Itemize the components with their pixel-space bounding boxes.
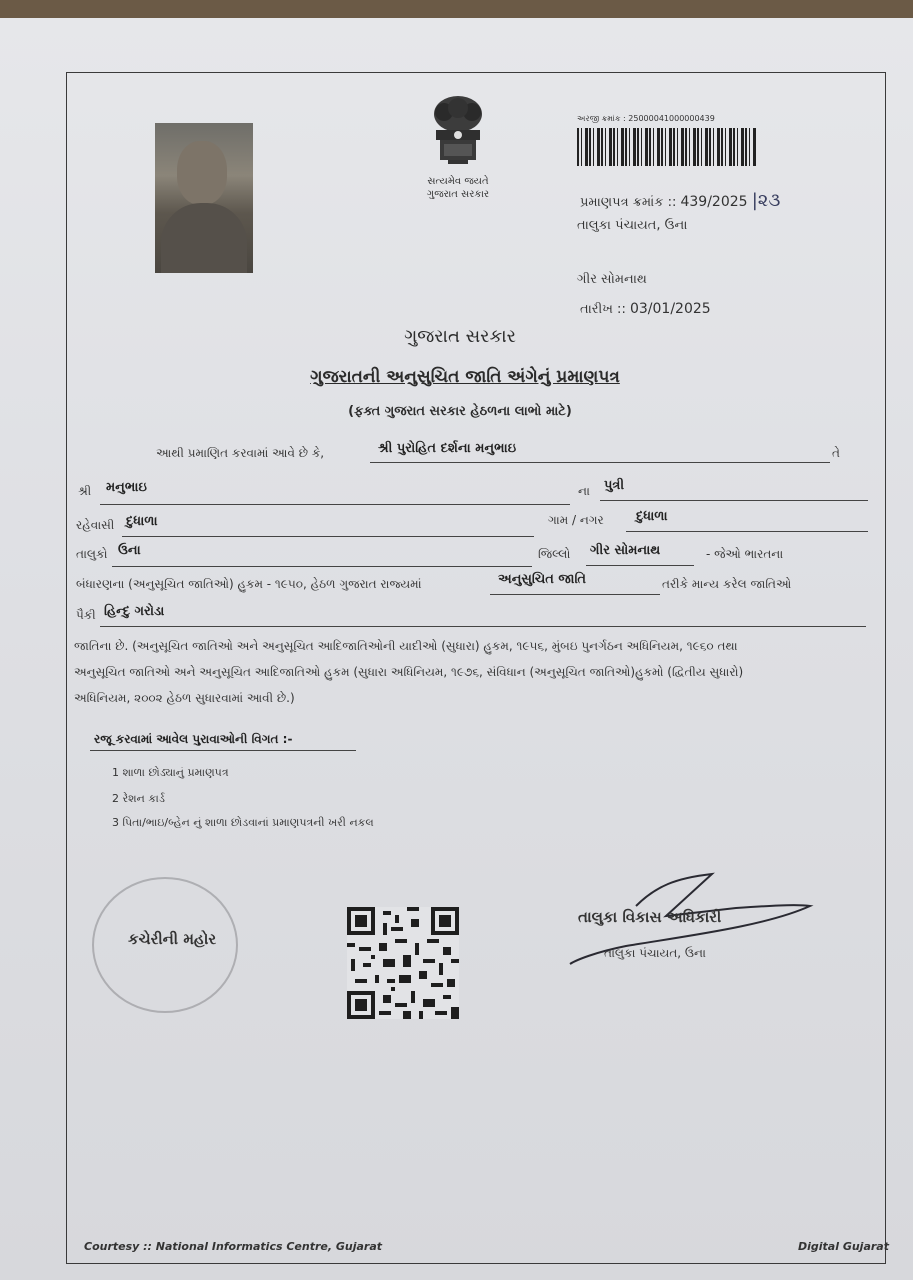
district-label: જિલ્લો	[538, 547, 571, 561]
certificate-title: ગુજરાતની અનુસુચિત જાતિ અંગેનું પ્રમાણપત્ર	[310, 367, 620, 387]
certificate-number-label: પ્રમાણપત્ર ક્રમાંક	[580, 195, 664, 210]
footer-courtesy: Courtesy :: National Informatics Centre, Gujarat	[84, 1240, 383, 1253]
paragraph-line-3: અધિનિયમ, ૨૦૦૨ હેઠળ સુધારવામાં આવી છે.)	[74, 691, 295, 705]
applicant-photo	[155, 123, 253, 273]
resident-village: દુધાળા	[126, 514, 158, 529]
paragraph-line-1: જાતિના છે. (અનુસૂચિત જાતિઓ અને અનુસૂચિત આદિજાતિઓની યાદીઓ (સુધારા) હુકમ, ૧૯૫૬, મુંબઇ પુનર્ગઠન અધિનિયમ, ૧૯૬૦ તથા	[74, 639, 738, 653]
date-line	[580, 301, 711, 317]
paragraph-line-2: અનુસૂચિત જાતિઓ અને અનુસૂચિત આદિજાતિઓ હુકમ (સુધારા અધિનિયમ, ૧૯૭૬, સંવિધાન (અનુસૂચિત જાતિઓ)હુકમો (દ્વિતીય સુધારો)	[74, 665, 744, 679]
evidence-item-3: 3 પિતા/ભાઇ/બ્હેન નું શાળા છોડવાનાં પ્રમાણપત્રની ખરી નકલ	[112, 816, 374, 829]
issuing-district: ગીર સોમનાથ	[577, 272, 647, 287]
barcode	[577, 128, 757, 166]
after-district-text: - જેઓ ભારતના	[706, 547, 784, 561]
application-number: અરજી ક્રમાંક : 25000041000000439	[577, 114, 715, 123]
government-title: ગુજરાત સરકાર	[404, 326, 516, 347]
certificate-number-line	[580, 190, 780, 211]
certificate-number: 439/2025	[680, 194, 748, 210]
district-line	[586, 565, 694, 566]
certificate-number-sep: ::	[667, 195, 677, 210]
relation: પુત્રી	[604, 478, 625, 493]
relation-line	[600, 500, 868, 501]
certificate-number-handwritten: |૨૩	[751, 190, 781, 211]
evidence-item-2: 2 રેશન કાર્ડ	[112, 792, 165, 805]
signatory-title: તાલુકા વિકાસ અધિકારી	[578, 908, 722, 926]
among-label: પૈકી	[76, 608, 96, 622]
category-line	[490, 594, 660, 595]
caste-line	[100, 626, 866, 627]
certificate-subtitle: (ફક્ત ગુજરાત સરકાર હેઠળના લાભો માટે)	[348, 404, 572, 419]
caste-value: હિન્દુ ગરોડા	[104, 604, 165, 619]
resident-line	[122, 536, 534, 537]
father-name: મનુભાઇ	[106, 480, 147, 495]
village-city-label: ગામ / નગર	[548, 513, 604, 527]
photo-body	[161, 203, 247, 273]
taluka-value: ઉના	[118, 543, 141, 558]
issue-date: 03/01/2025	[629, 301, 711, 317]
intro-text: આથી પ્રમાણિત કરવામાં આવે છે કે,	[156, 446, 325, 460]
village-city: દુધાળા	[636, 509, 668, 524]
emblem-caption: ગુજરાત સરકાર	[426, 189, 490, 200]
shri-label: શ્રી	[78, 484, 92, 498]
issuing-office: તાલુકા પંચાયત, ઉના	[577, 218, 688, 233]
taluka-line	[112, 566, 532, 567]
category-value: અનુસુચિત જાતિ	[498, 572, 587, 587]
evidence-item-1: 1 શાળા છોડ્યાનું પ્રમાણપત્ર	[112, 766, 229, 779]
emblem-motto: સત્યમેવ જયતે	[427, 176, 489, 187]
legal-paragraph	[74, 633, 864, 711]
taluka-label: તાલુકો	[76, 547, 108, 561]
order-text: બંધારણના (અનુસૂચિત જાતિઓ) હુકમ - ૧૯૫૦, હેઠળ ગુજરાત રાજ્યમાં	[76, 577, 422, 591]
district-value: ગીર સોમનાથ	[590, 543, 661, 558]
qr-code	[347, 906, 459, 1020]
after-name-text: તે	[832, 446, 840, 460]
holder-name: શ્રી પુરોહિત દર્શના મનુભાઇ	[378, 441, 517, 456]
father-name-line	[100, 504, 570, 505]
evidence-heading: રજૂ કરવામાં આવેલ પુરાવાઓની વિગત :-	[94, 732, 293, 746]
date-label: તારીખ ::	[580, 302, 626, 317]
evidence-heading-line	[90, 750, 356, 751]
after-category-text: તરીકે માન્ય કરેલ જાતિઓ	[662, 577, 792, 591]
signatory-office: તાલુકા પંચાયત, ઉના	[604, 946, 706, 960]
footer-brand: Digital Gujarat	[798, 1240, 889, 1253]
relation-prefix: ના	[578, 484, 590, 498]
resident-label: રહેવાસી	[76, 518, 115, 532]
holder-name-line	[370, 462, 830, 463]
seal-label: કચેરીની મહોર	[128, 930, 217, 948]
photo-face	[177, 141, 227, 205]
village-city-line	[626, 531, 868, 532]
